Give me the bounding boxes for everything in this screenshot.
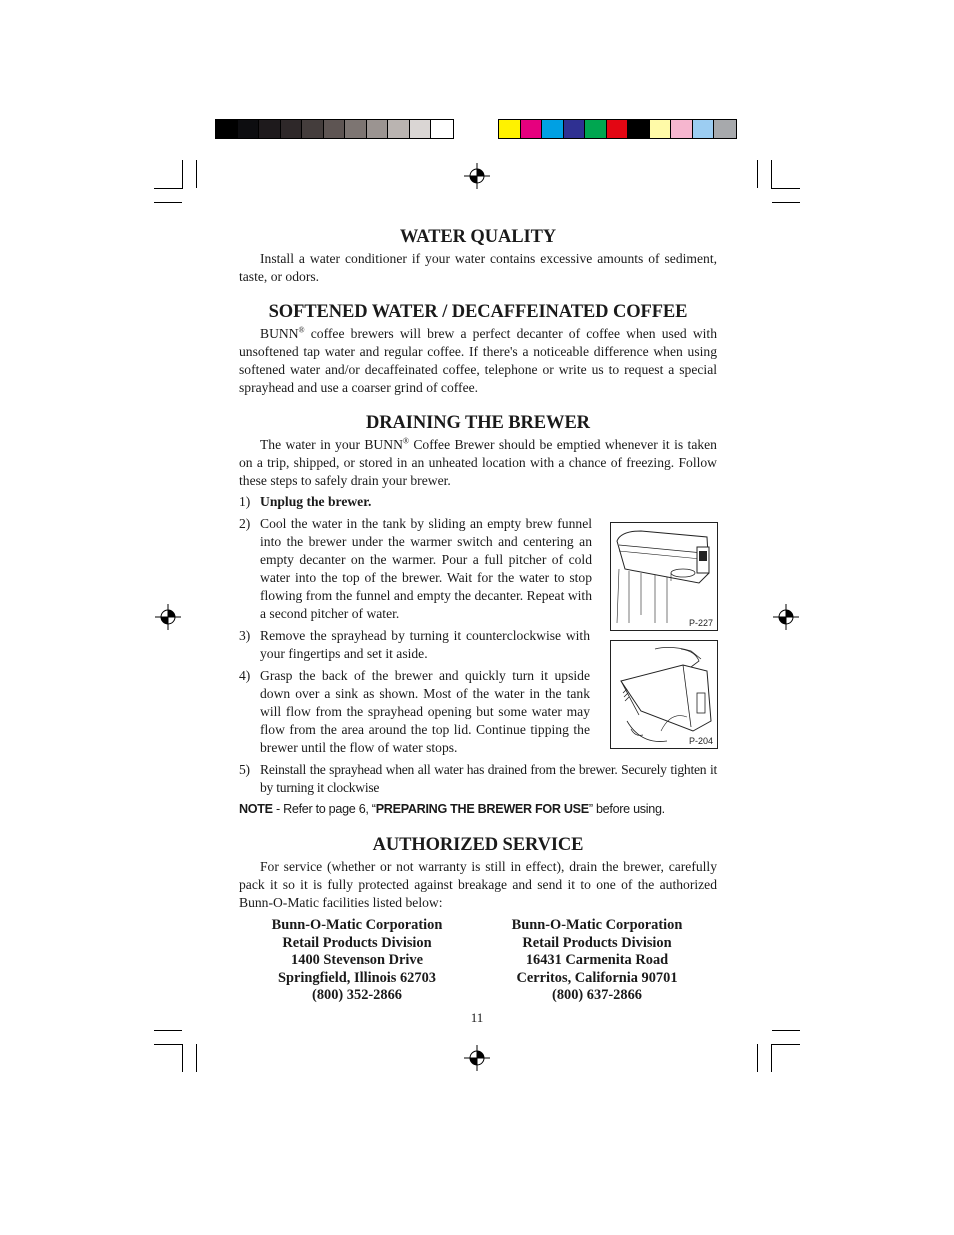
crop-mark [771, 188, 800, 189]
crop-mark [772, 202, 800, 203]
color-swatch [324, 120, 346, 138]
registration-mark-right-icon [773, 604, 799, 630]
page-number: 11 [470, 1010, 484, 1025]
draining-intro-start: The water in your BUNN [260, 437, 403, 452]
color-swatch [542, 120, 564, 138]
draining-step [239, 761, 717, 797]
address-phone: (800) 352-2866 [312, 987, 402, 1004]
color-swatch [564, 120, 586, 138]
address-block-springfield [237, 917, 477, 1005]
color-swatch [628, 120, 650, 138]
crop-mark [771, 1044, 772, 1072]
address-company: Bunn-O-Matic Corporation [271, 917, 443, 933]
brewer-draining-illustration-icon [611, 641, 717, 748]
registered-mark: ® [298, 325, 305, 335]
softened-water-text [239, 325, 717, 397]
draining-heading: DRAINING THE BREWER [366, 413, 590, 433]
brewer-warmer-illustration-icon [611, 523, 717, 630]
step-number: 4) [239, 668, 251, 683]
color-swatch [302, 120, 324, 138]
draining-step [239, 667, 590, 757]
address-city: Springfield, Illinois 62703 [278, 969, 436, 986]
step-text: Cool the water in the tank by sliding an empty brew funnel into the brewer under the warmer switch and centering an empty decanter on the warmer. Pour a full pitcher of cold water into the top of the brewer. Wait for the water to stop flowing from the funnel and empty the decanter. Repeat with a second pitcher of water. [260, 516, 592, 621]
draining-step [239, 627, 590, 663]
color-swatch [671, 120, 693, 138]
note-label: NOTE [239, 802, 273, 816]
color-swatch [345, 120, 367, 138]
color-swatch [585, 120, 607, 138]
step-text: Remove the sprayhead by turning it counterclockwise with your fingertips and set it aside. [260, 628, 590, 661]
address-street: 1400 Stevenson Drive [291, 952, 423, 969]
figure-brewer-front [610, 522, 718, 631]
step-number: 3) [239, 628, 251, 643]
step-text: Unplug the brewer. [260, 494, 372, 509]
step-text: Grasp the back of the brewer and quickly turn it upside down over a sink as shown. Most of the water in the tank will flow from the sprayhead opening but some water may flow from the area around the top lid. Continue tipping the brewer until the flow of water stops. [260, 668, 590, 755]
crop-mark [154, 1044, 183, 1045]
crop-mark [154, 1030, 182, 1031]
address-phone: (800) 637-2866 [552, 987, 642, 1004]
crop-mark [757, 160, 758, 188]
water-quality-text: Install a water conditioner if your water contains excessive amounts of sediment, taste, or odors. [239, 251, 717, 284]
color-swatch [238, 120, 260, 138]
address-city: Cerritos, California 90701 [516, 969, 678, 986]
water-quality-heading: WATER QUALITY [399, 227, 557, 247]
color-swatch [259, 120, 281, 138]
figure-label: P-204 [688, 736, 713, 746]
color-swatch [367, 120, 389, 138]
address-street: 16431 Carmenita Road [525, 952, 669, 969]
crop-mark [154, 202, 182, 203]
grayscale-color-bar [215, 119, 454, 139]
color-swatch [607, 120, 629, 138]
brand-name: BUNN [260, 326, 299, 341]
crop-mark [196, 1044, 197, 1072]
note-suffix: ” before using. [588, 802, 665, 816]
crop-mark [771, 1044, 800, 1045]
draining-intro-end: Coffee Brewer should be emptied whenever it is taken on a trip, shipped, or stored in an unheated location with a chance of freezing. Follow these steps to safely drain your brewer. [239, 437, 717, 488]
step-number: 1) [239, 494, 251, 509]
draining-step [239, 515, 592, 623]
softened-water-body: coffee brewers will brew a perfect decanter of coffee when used with unsoftened tap water and regular coffee. If there's a noticeable difference when using softened water and/or decaffeinated coffee, telephone or write us to request a special sprayhead and use a coarser grind of coffee. [239, 326, 717, 395]
process-color-bar [498, 119, 737, 139]
crop-mark [182, 1044, 183, 1072]
registration-mark-bottom-icon [464, 1045, 490, 1071]
crop-mark [757, 1044, 758, 1072]
registered-mark: ® [402, 436, 409, 446]
color-swatch [521, 120, 543, 138]
color-swatch [388, 120, 410, 138]
softened-water-heading: SOFTENED WATER / DECAFFEINATED COFFEE [268, 302, 688, 322]
address-block-cerritos [477, 917, 717, 1005]
crop-mark [772, 1030, 800, 1031]
note-reference: PREPARING THE BREWER FOR USE [375, 802, 589, 816]
crop-mark [196, 160, 197, 188]
step-text: Reinstall the sprayhead when all water has drained from the brewer. Securely tighten it by turning it clockwise [260, 762, 717, 795]
note-line [239, 800, 717, 818]
step-number: 5) [239, 762, 250, 777]
crop-mark [771, 160, 772, 188]
note-prefix: - Refer to page 6, “ [272, 802, 376, 816]
crop-mark [182, 160, 183, 188]
draining-step [239, 493, 717, 511]
step-number: 2) [239, 516, 251, 531]
color-swatch [431, 120, 453, 138]
registration-mark-top-icon [464, 163, 490, 189]
figure-label: P-227 [688, 618, 713, 628]
color-swatch [216, 120, 238, 138]
authorized-service-heading: AUTHORIZED SERVICE [372, 835, 584, 855]
address-company: Bunn-O-Matic Corporation [511, 917, 683, 933]
color-swatch [410, 120, 432, 138]
authorized-service-text: For service (whether or not warranty is still in effect), drain the brewer, carefully pack it so it is fully protected against breakage and send it to one of the authorized Bunn-O-Matic facilities listed below: [239, 859, 717, 910]
address-division: Retail Products Division [282, 934, 432, 951]
color-swatch [650, 120, 672, 138]
address-division: Retail Products Division [522, 934, 672, 951]
color-swatch [693, 120, 715, 138]
registration-mark-left-icon [155, 604, 181, 630]
color-swatch [281, 120, 303, 138]
draining-intro-text [239, 436, 717, 490]
crop-mark [154, 188, 183, 189]
color-swatch [499, 120, 521, 138]
color-swatch [714, 120, 736, 138]
figure-brewer-upside-down [610, 640, 718, 749]
